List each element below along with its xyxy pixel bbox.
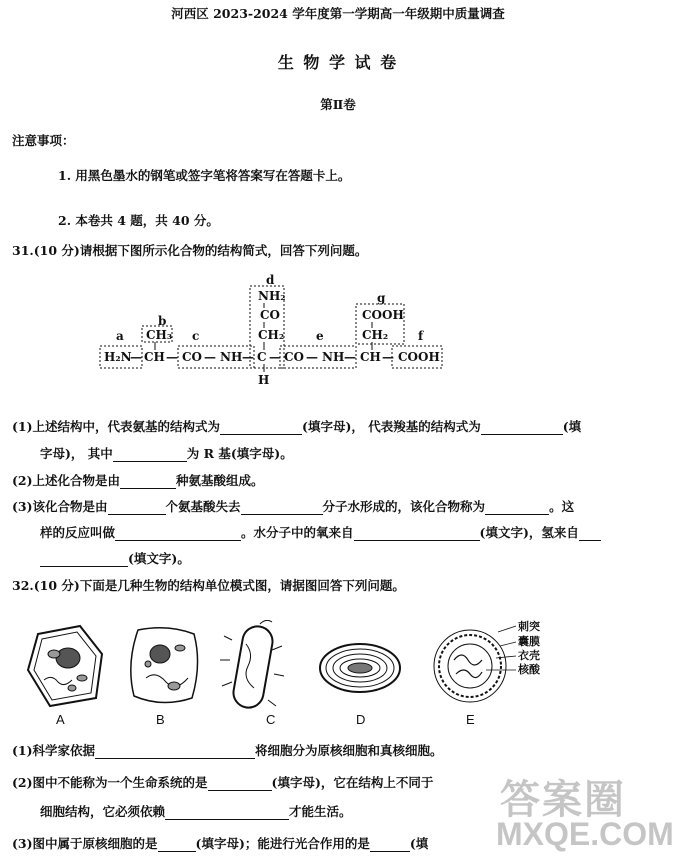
label-b: b: [158, 314, 167, 328]
svg-text:—: —: [269, 350, 281, 364]
notice-item-2: 2. 本卷共 4 题，共 40 分。: [58, 213, 219, 228]
cell-c-bacterium: [220, 620, 284, 710]
svg-text:—: —: [382, 350, 394, 364]
watermark-site: MXQE.COM: [496, 816, 674, 852]
label-a: a: [116, 329, 124, 343]
chain-ch-2: CH: [360, 350, 381, 364]
volume-label: 第Ⅱ卷: [320, 97, 356, 112]
virus-label-capsid: 衣壳: [518, 649, 540, 662]
q31-p3-line3: (填文字)。: [40, 549, 190, 567]
chain-nh-2: NH: [322, 350, 345, 364]
q31-stem: 31.(10 分)请根据下图所示化合物的结构简式，回答下列问题。: [12, 243, 368, 258]
chain-nh-1: NH: [220, 350, 243, 364]
q31-p3-blank-water[interactable]: [241, 500, 323, 515]
cell-d-disc: [320, 644, 400, 692]
label-c: c: [192, 329, 200, 343]
q31-p1-line2: 字母)， 其中 为 R 基(填字母)。: [40, 446, 293, 461]
notice-heading: 注意事项：: [12, 133, 75, 148]
q32-p3-blank-photosynthesis[interactable]: [370, 837, 410, 852]
q31-p1-line1: (1)上述结构中，代表氨基的结构式为 (填字母)， 代表羧基的结构式为 (填: [12, 419, 582, 434]
peptide-structure-diagram: [90, 272, 460, 390]
q31-p1-blank-rgroup[interactable]: [113, 447, 187, 462]
q31-p2-line: (2)上述化合物是由 种氨基酸组成。: [12, 473, 264, 488]
svg-text:—: —: [242, 350, 254, 364]
q31-p2-blank-kinds[interactable]: [120, 474, 176, 489]
notice-item-1: 1. 用黑色墨水的钢笔或签字笔将答案写在答题卡上。: [58, 168, 351, 183]
q31-p3-blank-hydrogen-b[interactable]: [40, 552, 128, 567]
chain-co-1: CO: [182, 350, 203, 364]
exam-title: 河西区 2023-2024 学年度第一学期高一年级期中质量调查: [171, 6, 505, 21]
branch-co: CO: [260, 308, 281, 322]
q32-p3-line: (3)图中属于原核细胞的是 (填字母)；能进行光合作用的是 (填: [12, 836, 429, 851]
label-g: g: [377, 291, 386, 305]
caption-c: C: [266, 712, 276, 727]
chain-c: C: [257, 350, 267, 364]
svg-text:—: —: [204, 350, 216, 364]
chain-co-2: CO: [284, 350, 305, 364]
q31-p3-blank-hydrogen-a[interactable]: [579, 526, 601, 541]
q31-p3-blank-count[interactable]: [108, 500, 166, 515]
q31-p3-blank-name[interactable]: [485, 500, 549, 515]
q32-p3-blank-prokaryote[interactable]: [158, 837, 196, 852]
q31-p3-blank-oxygen[interactable]: [354, 526, 480, 541]
caption-e: E: [466, 712, 475, 727]
q32-p1-blank-basis[interactable]: [95, 744, 255, 759]
branch-g-ch2: CH₂: [362, 328, 389, 342]
cell-diagrams: [20, 620, 540, 712]
branch-nh2: NH₂: [258, 289, 286, 303]
branch-ch3: CH₃: [146, 328, 173, 342]
chain-h2n: H₂N: [104, 350, 132, 364]
cell-b-animal: [131, 628, 198, 703]
virus-label-envelope: 囊膜: [518, 635, 540, 648]
branch-ch2-d: CH₂: [258, 328, 285, 342]
virus-label-spike: 刺突: [518, 620, 540, 633]
chain-cooh: COOH: [398, 350, 440, 364]
q31-p3-blank-reaction[interactable]: [115, 526, 241, 541]
label-d: d: [266, 273, 275, 287]
q31-p3-line2: 样的反应叫做 。水分子中的氧来自 (填文字)，氢来自: [40, 523, 601, 541]
chain-ch-1: CH: [144, 350, 165, 364]
q32-stem: 32.(10 分)下面是几种生物的结构单位模式图，请据图回答下列问题。: [12, 578, 405, 593]
cell-e-virus: [434, 626, 516, 702]
q32-p1-line: (1)科学家依据 将细胞分为原核细胞和真核细胞。: [12, 743, 443, 758]
cell-a-plant: [28, 626, 102, 706]
svg-text:—: —: [306, 350, 318, 364]
virus-label-nucleic-acid: 核酸: [518, 663, 540, 676]
q32-p2-line1: (2)图中不能称为一个生命系统的是 (填字母)，它在结构上不同于: [12, 775, 434, 790]
q32-p2-blank-letter[interactable]: [208, 776, 272, 791]
q31-p3-line1: (3)该化合物是由 个氨基酸失去 分子水形成的，该化合物称为 。这: [12, 499, 575, 514]
caption-b: B: [156, 712, 165, 727]
label-f: f: [418, 329, 424, 343]
q32-p2-line2: 细胞结构，它必须依赖 才能生活。: [40, 804, 352, 819]
q31-p1-blank-carboxyl[interactable]: [481, 420, 563, 435]
q31-p1-blank-amino[interactable]: [220, 420, 302, 435]
caption-d: D: [356, 712, 366, 727]
q32-p2-blank-depend[interactable]: [165, 805, 289, 820]
svg-text:—: —: [166, 350, 178, 364]
svg-text:—: —: [130, 350, 142, 364]
subject-title: 生 物 学 试 卷: [277, 53, 399, 72]
label-e: e: [316, 329, 324, 343]
svg-text:—: —: [344, 350, 356, 364]
watermark-logo-text: 答案圈: [500, 778, 626, 822]
caption-a: A: [56, 712, 65, 727]
branch-g-cooh: COOH: [362, 308, 404, 322]
bottom-h: H: [258, 373, 270, 387]
